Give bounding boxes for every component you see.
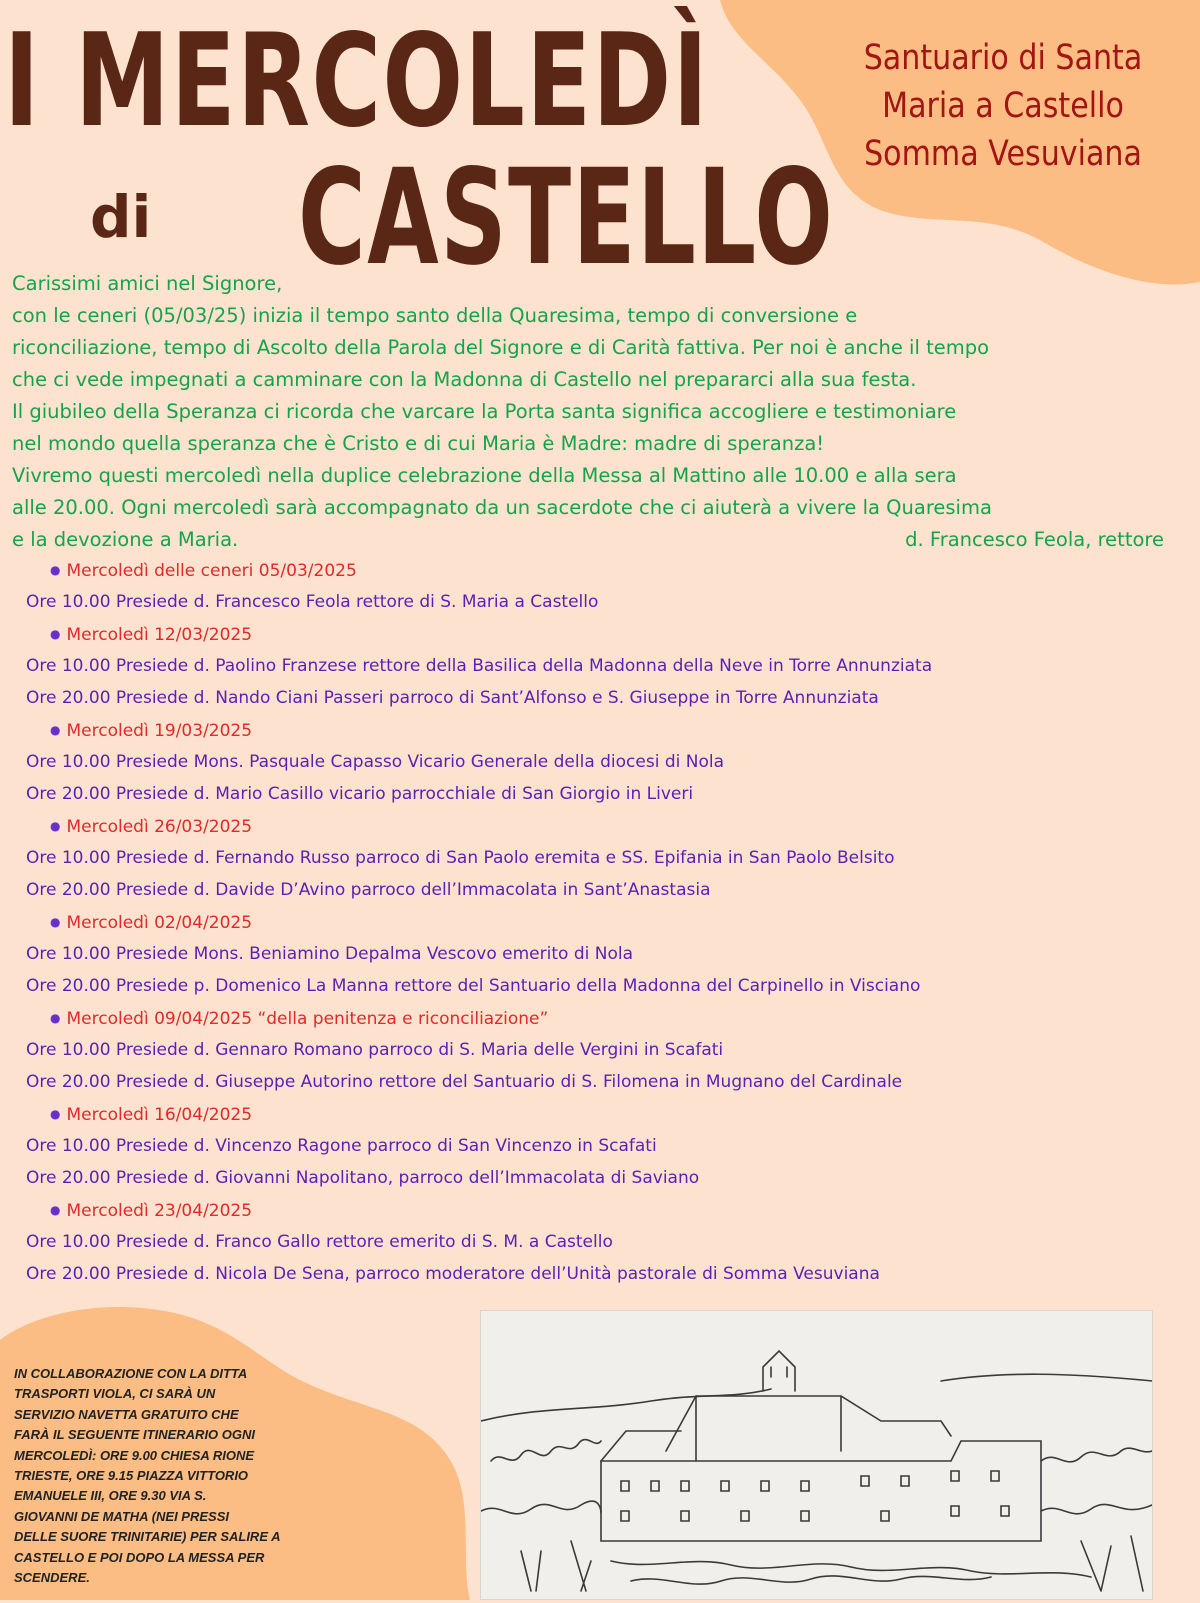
intro-line: con le ceneri (05/03/25) inizia il tempo santo della Quaresima, tempo di conversione e xyxy=(12,304,858,327)
bullet-icon: ● xyxy=(50,627,61,641)
schedule-entry: Ore 10.00 Presiede d. Fernando Russo parroco di San Paolo eremita e SS. Epifania in San Paolo Belsito xyxy=(26,848,895,868)
shuttle-line: GIOVANNI DE MATHA (NEI PRESSI xyxy=(14,1508,229,1524)
schedule-date-label: Mercoledì 02/04/2025 xyxy=(66,913,253,933)
shuttle-line: IN COLLABORAZIONE CON LA DITTA xyxy=(14,1366,248,1381)
intro-line: Vivremo questi mercoledì nella duplice celebrazione della Messa al Mattino alle 10.00 e alla sera xyxy=(12,464,957,487)
schedule-date xyxy=(26,1098,1196,1130)
schedule-date xyxy=(26,906,1196,938)
intro-closing-line xyxy=(12,524,1164,556)
schedule-date xyxy=(26,554,1196,586)
schedule-entry: Ore 20.00 Presiede d. Giovanni Napolitano, parroco dell’Immacolata di Saviano xyxy=(26,1168,700,1188)
intro-line: Carissimi amici nel Signore, xyxy=(12,272,283,295)
schedule-entry: Ore 10.00 Presiede d. Franco Gallo rettore emerito di S. M. a Castello xyxy=(26,1232,613,1252)
schedule-entry: Ore 20.00 Presiede d. Mario Casillo vicario parrocchiale di San Giorgio in Liveri xyxy=(26,784,694,804)
shuttle-line: CASTELLO E POI DOPO LA MESSA PER xyxy=(14,1549,265,1565)
schedule-date xyxy=(26,618,1196,650)
shuttle-notice xyxy=(14,1364,314,1588)
schedule-entry: Ore 10.00 Presiede d. Gennaro Romano parroco di S. Maria delle Vergini in Scafati xyxy=(26,1040,724,1060)
signature: d. Francesco Feola, rettore xyxy=(905,528,1164,551)
sanctuary-heading xyxy=(808,34,1198,178)
schedule-date-label: Mercoledì 09/04/2025 “della penitenza e riconciliazione” xyxy=(66,1009,549,1029)
shuttle-line: DELLE SUORE TRINITARIE) PER SALIRE A xyxy=(14,1529,281,1545)
schedule-entry: Ore 20.00 Presiede d. Giuseppe Autorino rettore del Santuario di S. Filomena in Mugnano del Cardinale xyxy=(26,1072,903,1092)
schedule-date-label: Mercoledì 16/04/2025 xyxy=(66,1105,253,1125)
shuttle-line: SERVIZIO NAVETTA GRATUITO CHE xyxy=(14,1406,239,1422)
bullet-icon: ● xyxy=(50,1203,61,1217)
sanctuary-sketch-image xyxy=(480,1310,1153,1600)
schedule-date xyxy=(26,714,1196,746)
intro-line: riconciliazione, tempo di Ascolto della Parola del Signore e di Carità fattiva. Per noi è anche il tempo xyxy=(12,336,990,359)
sanctuary-line: Somma Vesuviana xyxy=(864,134,1142,174)
schedule-date-label: Mercoledì 12/03/2025 xyxy=(66,625,253,645)
schedule xyxy=(26,554,1196,1290)
shuttle-line: SCENDERE. xyxy=(14,1570,90,1586)
shuttle-line: FARÀ IL SEGUENTE ITINERARIO OGNI xyxy=(14,1427,256,1443)
sanctuary-line: Santuario di Santa xyxy=(863,38,1143,78)
intro-line: Il giubileo della Speranza ci ricorda che varcare la Porta santa significa accogliere e testimoniare xyxy=(12,400,957,423)
intro-last-line: e la devozione a Maria. xyxy=(12,528,239,551)
intro-line: nel mondo quella speranza che è Cristo e di cui Maria è Madre: madre di speranza! xyxy=(12,432,825,455)
bullet-icon: ● xyxy=(50,915,61,929)
schedule-entry: Ore 10.00 Presiede Mons. Beniamino Depalma Vescovo emerito di Nola xyxy=(26,944,633,964)
schedule-entry: Ore 20.00 Presiede d. Nando Ciani Passeri parroco di Sant’Alfonso e S. Giuseppe in Torre Annunziata xyxy=(26,688,879,708)
intro-letter xyxy=(12,268,1190,556)
schedule-entry: Ore 20.00 Presiede d. Nicola De Sena, parroco moderatore dell’Unità pastorale di Somma Vesuviana xyxy=(26,1264,880,1284)
shuttle-line: EMANUELE III, ORE 9.30 VIA S. xyxy=(14,1488,207,1504)
shuttle-line: TRIESTE, ORE 9.15 PIAZZA VITTORIO xyxy=(14,1468,249,1484)
schedule-date xyxy=(26,810,1196,842)
bullet-icon: ● xyxy=(50,723,61,737)
title-line-2: CASTELLO xyxy=(298,141,835,295)
shuttle-line: TRASPORTI VIOLA, CI SARÀ UN xyxy=(14,1386,216,1402)
schedule-entry: Ore 10.00 Presiede d. Paolino Franzese rettore della Basilica della Madonna della Neve in Torre Annunziata xyxy=(26,656,933,676)
schedule-date-label: Mercoledì 26/03/2025 xyxy=(66,817,253,837)
shuttle-line: MERCOLEDÌ: ORE 9.00 CHIESA RIONE xyxy=(14,1447,255,1463)
schedule-entry: Ore 10.00 Presiede d. Francesco Feola rettore di S. Maria a Castello xyxy=(26,592,599,612)
bullet-icon: ● xyxy=(50,1107,61,1121)
sanctuary-sketch-drawing xyxy=(481,1311,1152,1599)
sanctuary-line: Maria a Castello xyxy=(882,86,1124,126)
schedule-entry: Ore 10.00 Presiede Mons. Pasquale Capasso Vicario Generale della diocesi di Nola xyxy=(26,752,725,772)
bullet-icon: ● xyxy=(50,819,61,833)
bullet-icon: ● xyxy=(50,563,61,577)
schedule-date xyxy=(26,1002,1196,1034)
bullet-icon: ● xyxy=(50,1011,61,1025)
intro-line: alle 20.00. Ogni mercoledì sarà accompagnato da un sacerdote che ci aiuterà a vivere la Quaresima xyxy=(12,496,992,519)
title-di: di xyxy=(90,183,152,251)
title-line-1: I MERCOLEDÌ xyxy=(4,7,710,156)
schedule-entry: Ore 20.00 Presiede p. Domenico La Manna rettore del Santuario della Madonna del Carpinello in Visciano xyxy=(26,976,921,996)
schedule-date xyxy=(26,1194,1196,1226)
schedule-date-label: Mercoledì 23/04/2025 xyxy=(66,1201,253,1221)
schedule-entry: Ore 10.00 Presiede d. Vincenzo Ragone parroco di San Vincenzo in Scafati xyxy=(26,1136,657,1156)
schedule-date-label: Mercoledì 19/03/2025 xyxy=(66,721,253,741)
intro-line: che ci vede impegnati a camminare con la Madonna di Castello nel prepararci alla sua festa. xyxy=(12,368,917,391)
schedule-date-label: Mercoledì delle ceneri 05/03/2025 xyxy=(66,561,357,581)
schedule-entry: Ore 20.00 Presiede d. Davide D’Avino parroco dell’Immacolata in Sant’Anastasia xyxy=(26,880,711,900)
